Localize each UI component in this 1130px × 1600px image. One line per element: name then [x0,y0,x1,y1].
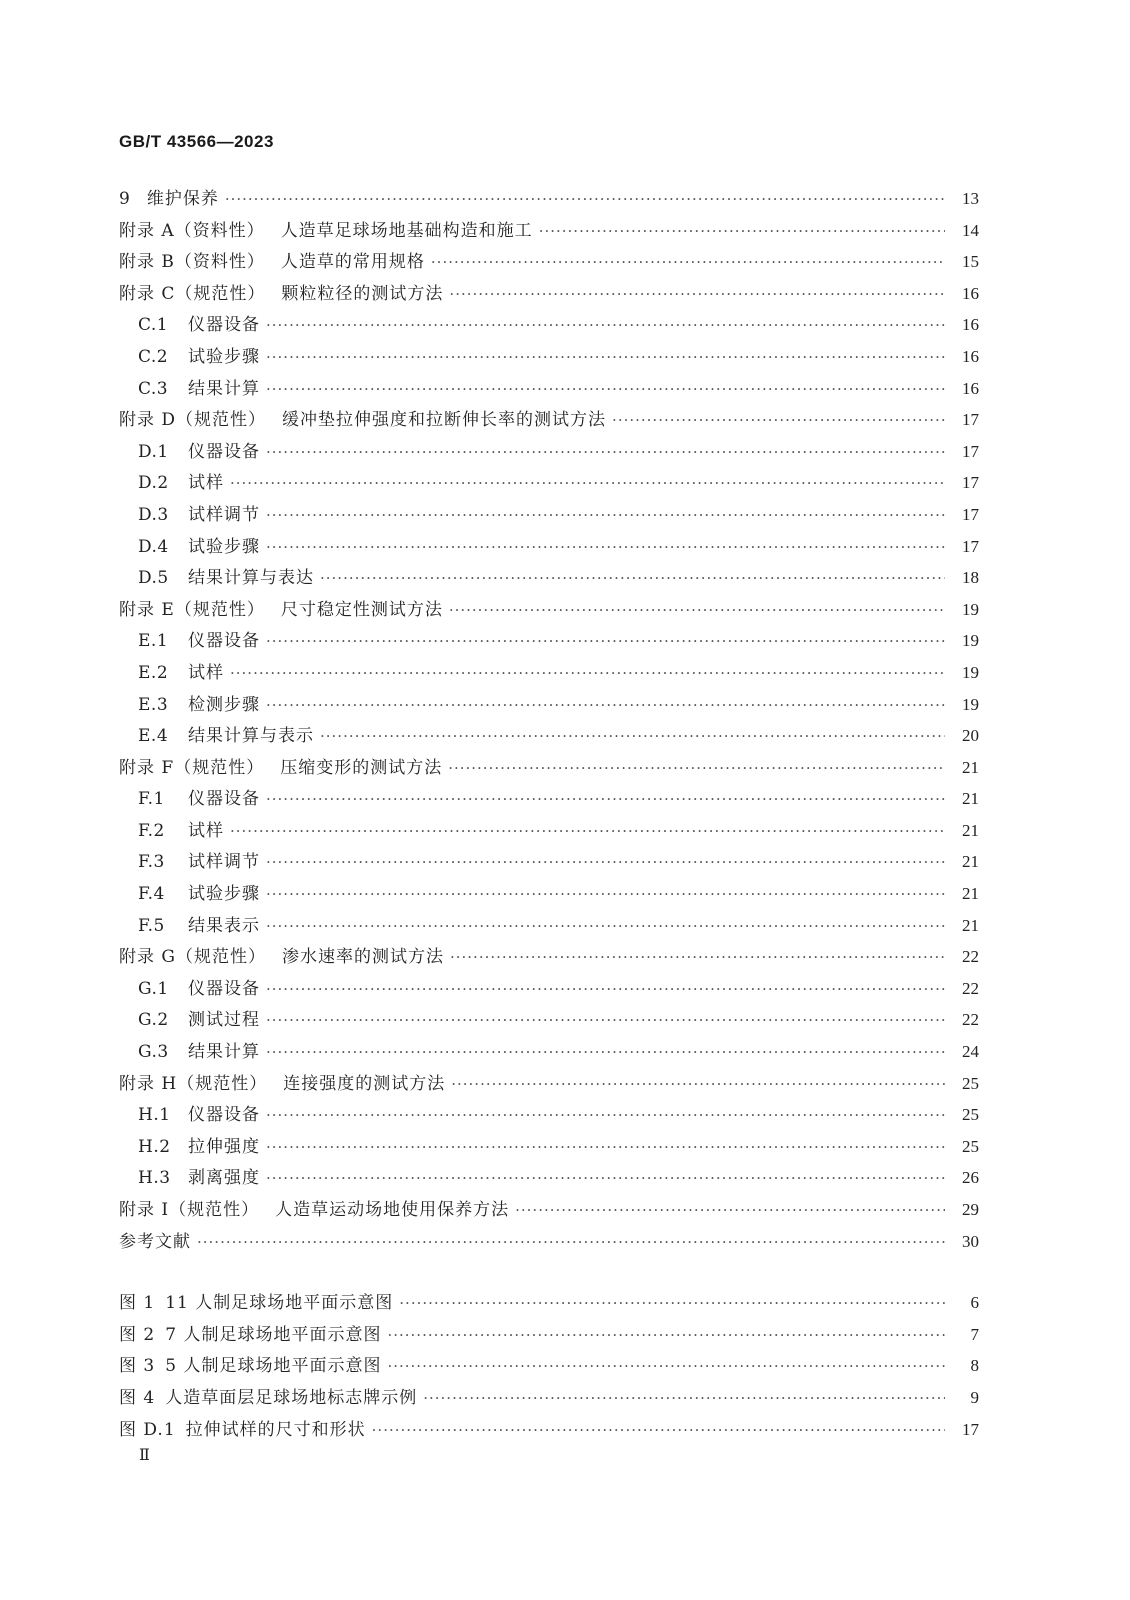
toc-entry[interactable] [119,562,979,594]
toc-entry-title: 维护保养 [146,189,219,209]
toc-entry-page-number: 22 [962,947,979,967]
toc-entry-title: 结果计算 [188,378,260,399]
toc-entry-number: E.4 [138,726,169,747]
dot-leader [225,184,945,216]
toc-entry[interactable] [119,720,979,752]
toc-entry-number: G.1 [138,978,169,999]
toc-entry[interactable] [119,941,979,973]
toc-entry-title: 检测步骤 [188,694,260,715]
toc-entry[interactable] [119,1350,979,1382]
toc-entry-page-number: 21 [962,757,979,777]
toc-entry[interactable] [119,1131,979,1163]
toc-entry[interactable] [119,815,979,847]
toc-entry-number: 图 2 [119,1324,156,1345]
toc-entry-number: D.1 [138,441,169,462]
toc-entry-number: 附录 A（资料性） [119,220,265,241]
toc-entry-title: 测试过程 [188,1010,260,1031]
dot-leader [320,721,945,753]
toc-entry[interactable] [119,657,979,689]
toc-entry[interactable] [119,594,979,626]
dot-leader [197,1227,945,1259]
toc-entry-number: 附录 C（规范性） [119,283,266,304]
dot-leader [423,1383,945,1415]
toc-entry-title: 连接强度的测试方法 [283,1073,446,1094]
dot-leader [515,1195,945,1227]
toc-entry[interactable] [119,215,979,247]
toc-entry-title: 仪器设备 [188,631,260,652]
toc-entry[interactable] [119,278,979,310]
dot-leader [266,1037,945,1069]
toc-entry-number: C.3 [138,378,169,399]
toc-entry-page-number: 26 [962,1168,979,1188]
toc-entry-number: 图 4 [119,1387,156,1408]
toc-entry-title: 试样调节 [188,852,260,873]
toc-entry[interactable] [119,689,979,721]
toc-entry-number: F.1 [138,789,165,810]
toc-entry-title: 试样 [188,473,224,494]
toc-entry[interactable] [119,309,979,341]
toc-entry-number: F.2 [138,820,165,841]
toc-entry-page-number: 17 [962,1419,979,1439]
toc-entry-number: E.3 [138,694,169,715]
toc-entry-page-number: 30 [962,1231,979,1251]
dot-leader [230,658,945,690]
toc-entry-title: 11 人制足球场地平面示意图 [165,1293,394,1314]
dot-leader [230,468,945,500]
toc-entry-title: 仪器设备 [188,978,260,999]
toc-entry-title: 试样 [188,662,224,683]
toc-entry[interactable] [119,973,979,1005]
toc-entry-page-number: 22 [962,978,979,998]
toc-entry-number: H.1 [138,1105,171,1126]
toc-entry-number: G.2 [138,1010,169,1031]
toc-entry-page-number: 21 [962,852,979,872]
dot-leader [266,626,945,658]
toc-entry-page-number: 15 [962,252,979,272]
toc-entry[interactable] [119,183,979,215]
toc-entry[interactable] [119,910,979,942]
toc-entry-number: 附录 B（资料性） [119,252,265,273]
toc-entry-title: 渗水速率的测试方法 [281,947,444,968]
toc-entry-page-number: 18 [962,568,979,588]
toc-entry-number: D.4 [138,536,169,557]
toc-entry-page-number: 17 [962,504,979,524]
table-of-contents [119,183,979,1445]
toc-entry-page-number: 7 [970,1324,979,1344]
toc-entry-title: 试验步骤 [188,346,260,367]
toc-entry[interactable] [119,1414,979,1446]
toc-entry-page-number: 17 [962,473,979,493]
dot-leader [266,1163,945,1195]
toc-entry-title: 缓冲垫拉伸强度和拉断伸长率的测试方法 [282,410,607,431]
toc-entry[interactable] [119,467,979,499]
dot-leader [266,974,945,1006]
dot-leader [266,532,945,564]
toc-entry-page-number: 17 [962,441,979,461]
toc-entry-title: 人造草运动场地使用保养方法 [275,1200,510,1220]
toc-entry-number: 附录 H（规范性） [119,1073,268,1094]
toc-entry[interactable] [119,499,979,531]
standard-code-header: GB/T 43566—2023 [119,132,274,151]
toc-entry[interactable] [119,1382,979,1414]
toc-entry-number: 附录 F（规范性） [119,757,265,778]
toc-entry[interactable] [119,846,979,878]
toc-entry[interactable] [119,1036,979,1068]
toc-entry-page-number: 8 [970,1356,979,1376]
dot-leader [266,1100,945,1132]
dot-leader [266,374,945,406]
toc-entry[interactable] [119,1004,979,1036]
toc-entry-number: H.2 [138,1136,171,1157]
toc-entry-title: 参考文献 [119,1231,191,1252]
toc-entry[interactable] [119,373,979,405]
toc-entry[interactable] [119,246,979,278]
toc-entry-page-number: 17 [962,536,979,556]
dot-leader [387,1351,945,1383]
toc-entry-number: D.5 [138,568,169,589]
toc-entry[interactable] [119,752,979,784]
toc-entry-page-number: 19 [962,694,979,714]
toc-entry-title: 结果计算 [188,1042,260,1063]
dot-leader [431,247,945,279]
toc-entry-number: 附录 I（规范性） [119,1200,260,1220]
toc-entry-title: 人造草面层足球场地标志牌示例 [165,1387,418,1408]
dot-leader [266,784,945,816]
toc-entry-title: 仪器设备 [188,315,260,336]
toc-entry[interactable] [119,783,979,815]
toc-entry[interactable] [119,1226,979,1258]
toc-entry-number: F.3 [138,852,165,873]
toc-entry-title: 人造草足球场地基础构造和施工 [280,220,533,241]
toc-entry-page-number: 9 [970,1387,979,1407]
toc-entry-page-number: 19 [962,662,979,682]
dot-leader [230,816,945,848]
dot-leader [451,1069,945,1101]
toc-entry[interactable] [119,1319,979,1351]
toc-entry-page-number: 21 [962,789,979,809]
toc-entry[interactable] [119,1287,979,1319]
toc-entry[interactable] [119,531,979,563]
toc-entry-number: 附录 G（规范性） [119,947,266,968]
toc-entry-number: 图 1 [119,1293,156,1314]
toc-entry-page-number: 25 [962,1136,979,1156]
dot-leader [266,437,945,469]
dot-leader [449,595,945,627]
toc-entry-title: 结果表示 [188,915,260,936]
dot-leader [387,1320,945,1352]
toc-entry[interactable] [119,878,979,910]
toc-entry-title: 人造草的常用规格 [280,252,425,273]
toc-entry[interactable] [119,1099,979,1131]
toc-entry-page-number: 21 [962,884,979,904]
toc-entry-title: 颗粒粒径的测试方法 [281,283,444,304]
toc-entry-page-number: 25 [962,1105,979,1125]
toc-entry-number: 图 3 [119,1356,156,1377]
toc-entry-number: H.3 [138,1168,171,1189]
toc-entry-title: 试样调节 [188,504,260,525]
toc-entry-page-number: 16 [962,346,979,366]
dot-leader [266,690,945,722]
toc-entry-page-number: 22 [962,1010,979,1030]
toc-entry[interactable] [119,404,979,436]
toc-entry-title: 试验步骤 [188,884,260,905]
dot-leader [372,1415,945,1447]
toc-entry-number: E.2 [138,662,169,683]
toc-entry[interactable] [119,1194,979,1226]
dot-leader [320,563,945,595]
toc-entry-number: D.2 [138,473,169,494]
dot-leader [266,342,945,374]
toc-entry-title: 试样 [188,820,224,841]
toc-entry-number: D.3 [138,504,169,525]
dot-leader [450,942,945,974]
toc-entry-number: 9 [119,189,131,209]
toc-entry-title: 7 人制足球场地平面示意图 [165,1324,382,1345]
toc-entry-page-number: 16 [962,378,979,398]
toc-entry-title: 拉伸强度 [188,1136,260,1157]
toc-entry[interactable] [119,436,979,468]
toc-entry-title: 仪器设备 [188,789,260,810]
toc-entry-title: 试验步骤 [188,536,260,557]
toc-entry-page-number: 16 [962,315,979,335]
toc-entry-number: C.1 [138,315,169,336]
dot-leader [266,310,945,342]
toc-entry[interactable] [119,1068,979,1100]
toc-entry-title: 剥离强度 [188,1168,260,1189]
toc-entry-number: G.3 [138,1042,169,1063]
toc-entry-page-number: 17 [962,410,979,430]
toc-entry-page-number: 21 [962,820,979,840]
toc-entry-number: 图 D.1 [119,1419,176,1440]
toc-entry-title: 结果计算与表示 [188,726,314,747]
toc-entry-title: 压缩变形的测试方法 [280,757,443,778]
toc-entry[interactable] [119,625,979,657]
toc-entry-number: F.4 [138,884,165,905]
toc-entry-title: 拉伸试样的尺寸和形状 [185,1419,366,1440]
toc-entry-title: 结果计算与表达 [188,568,314,589]
toc-entry-page-number: 6 [970,1293,979,1313]
toc-entry-page-number: 20 [962,726,979,746]
dot-leader [266,879,945,911]
toc-entry-page-number: 25 [962,1073,979,1093]
toc-entry[interactable] [119,341,979,373]
dot-leader [266,1132,945,1164]
toc-entry-page-number: 13 [962,189,979,208]
toc-entry-page-number: 19 [962,631,979,651]
toc-entry-number: C.2 [138,346,169,367]
toc-entry-page-number: 19 [962,599,979,619]
dot-leader [612,405,945,437]
toc-entry-page-number: 29 [962,1200,979,1219]
dot-leader [266,500,945,532]
page-numeral: Ⅱ [139,1447,151,1464]
toc-entry-number: 附录 E（规范性） [119,599,265,620]
dot-leader [539,216,945,248]
toc-entry-number: E.1 [138,631,169,652]
dot-leader [266,911,945,943]
dot-leader [448,753,945,785]
toc-entry[interactable] [119,1162,979,1194]
dot-leader [266,1005,945,1037]
toc-entry-number: 附录 D（规范性） [119,410,267,431]
toc-entry-page-number: 24 [962,1042,979,1062]
toc-entry-title: 仪器设备 [188,1105,260,1126]
toc-entry-page-number: 14 [962,220,979,240]
toc-entry-title: 尺寸稳定性测试方法 [280,599,443,620]
toc-entry-title: 仪器设备 [188,441,260,462]
toc-entry-number: F.5 [138,915,165,936]
toc-entry-page-number: 21 [962,915,979,935]
dot-leader [399,1288,945,1320]
dot-leader [266,847,945,879]
toc-entry-title: 5 人制足球场地平面示意图 [165,1356,382,1377]
dot-leader [449,279,945,311]
toc-entry-page-number: 16 [962,283,979,303]
